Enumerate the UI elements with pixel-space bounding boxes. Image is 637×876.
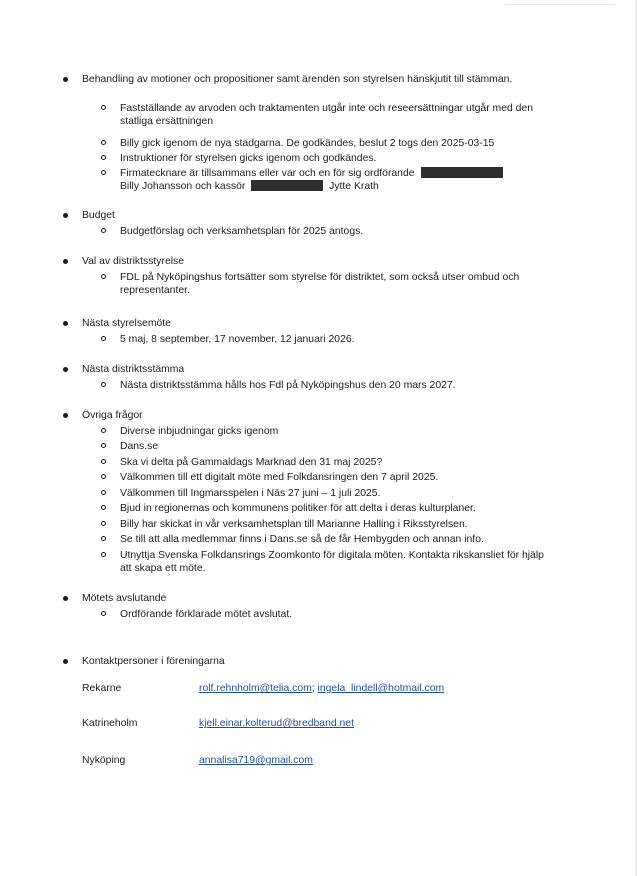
bullet-icon: [63, 596, 68, 601]
item-text: Diverse inbjudningar gicks igenom: [120, 426, 279, 437]
item-text: Välkommen till ett digitalt möte med Folkdansringen den 7 april 2025.: [120, 472, 439, 483]
email-link[interactable]: kjell.einar.kolterud@bredband.net: [199, 718, 354, 729]
circle-bullet-icon: [101, 490, 106, 495]
email-link[interactable]: annalisa719@gmail.com: [199, 755, 313, 766]
item-text: FDL på Nyköpingshus fortsätter som styrelse för distriktet, som också utser ombud och representanter.: [120, 272, 520, 297]
section-title: Kontaktpersoner i föreningarna: [82, 656, 225, 667]
contact-name: Katrineholm: [82, 718, 138, 729]
bullet-icon: [63, 259, 68, 264]
circle-bullet-icon: [101, 140, 106, 145]
circle-bullet-icon: [101, 105, 106, 110]
item-text: Bjud in regionernas och kommunens politiker för att delta i deras kulturplaner.: [120, 503, 476, 514]
circle-bullet-icon: [101, 382, 106, 387]
email-link[interactable]: rolf.rehnholm@telia.com: [199, 683, 312, 694]
contact-emails: [199, 717, 354, 730]
section-title: Nästa styrelsemöte: [82, 318, 171, 329]
item-text: Billy gick igenom de nya stadgarna. De godkändes, beslut 2 togs den 2025-03-15: [120, 138, 495, 149]
circle-bullet-icon: [101, 521, 106, 526]
item-text: Välkommen till Ingmarsspelen i Näs 27 juni – 1 juli 2025.: [120, 488, 381, 499]
bullet-icon: [63, 413, 68, 418]
item-text: Fastställande av arvoden och traktamenten utgår inte och reseersättningar utgår med den statliga ersättningen: [120, 103, 533, 128]
circle-bullet-icon: [101, 274, 106, 279]
circle-bullet-icon: [101, 459, 106, 464]
circle-bullet-icon: [101, 505, 106, 510]
section-title: Budget: [82, 210, 115, 221]
section-title: Övriga frågor: [82, 410, 143, 421]
item-text: Ska vi delta på Gammaldags Marknad den 31 maj 2025?: [120, 457, 383, 468]
contact-emails: [199, 682, 444, 695]
item-text: Billy har skickat in vår verksamhetsplan till Marianne Halling i Riksstyrelsen.: [120, 519, 468, 530]
signatory-text: Firmatecknare är tillsammans eller var och en för sig ordförande: [120, 168, 415, 179]
item-text: [120, 167, 600, 194]
item-text: Dans.se: [120, 441, 159, 452]
circle-bullet-icon: [101, 474, 106, 479]
circle-bullet-icon: [101, 228, 106, 233]
contact-name: Nyköping: [82, 755, 126, 766]
bullet-icon: [63, 659, 68, 664]
signatory-text: Jytte Krath: [329, 181, 379, 193]
redaction-block: [251, 180, 323, 191]
circle-bullet-icon: [101, 170, 106, 175]
item-text: Nästa distriktsstämma hålls hos Fdl på Nyköpingshus den 20 mars 2027.: [120, 380, 456, 391]
item-text: 5 maj, 8 september, 17 november, 12 januari 2026.: [120, 334, 355, 345]
scan-artifact-line: [505, 4, 615, 5]
circle-bullet-icon: [101, 443, 106, 448]
circle-bullet-icon: [101, 552, 106, 557]
circle-bullet-icon: [101, 336, 106, 341]
bullet-icon: [63, 77, 68, 82]
item-text: Budgetförslag och verksamhetsplan för 2025 antogs.: [120, 226, 364, 237]
bullet-icon: [63, 321, 68, 326]
section-title: Behandling av motioner och propositioner samt ärenden son styrelsen hänskjutit till stämman.: [82, 74, 513, 85]
bullet-icon: [63, 213, 68, 218]
section-title: Mötets avslutande: [82, 593, 167, 604]
item-text: Se till att alla medlemmar finns i Dans.se så de får Hembygden och annan info.: [120, 534, 484, 545]
item-text: Utnyttja Svenska Folkdansrings Zoomkonto för digitala möten. Kontakta rikskansliet för hjälp att skapa ett möte.: [120, 550, 544, 575]
circle-bullet-icon: [101, 155, 106, 160]
signatory-text: Billy Johansson och kassör: [120, 181, 246, 193]
section-title: Val av distriktsstyrelse: [82, 256, 185, 267]
email-separator: ;: [311, 683, 315, 694]
circle-bullet-icon: [101, 611, 106, 616]
bullet-icon: [63, 367, 68, 372]
item-text: Ordförande förklarade mötet avslutat.: [120, 609, 293, 620]
section-title: Nästa distriktsstämma: [82, 364, 185, 375]
circle-bullet-icon: [101, 536, 106, 541]
email-link[interactable]: ingela_lindell@hotmail.com: [317, 683, 445, 694]
redaction-block: [421, 167, 503, 178]
circle-bullet-icon: [101, 428, 106, 433]
contact-name: Rekarne: [82, 683, 122, 694]
contact-emails: [199, 754, 313, 767]
item-text: Instruktioner för styrelsen gicks igenom och godkändes.: [120, 153, 377, 164]
